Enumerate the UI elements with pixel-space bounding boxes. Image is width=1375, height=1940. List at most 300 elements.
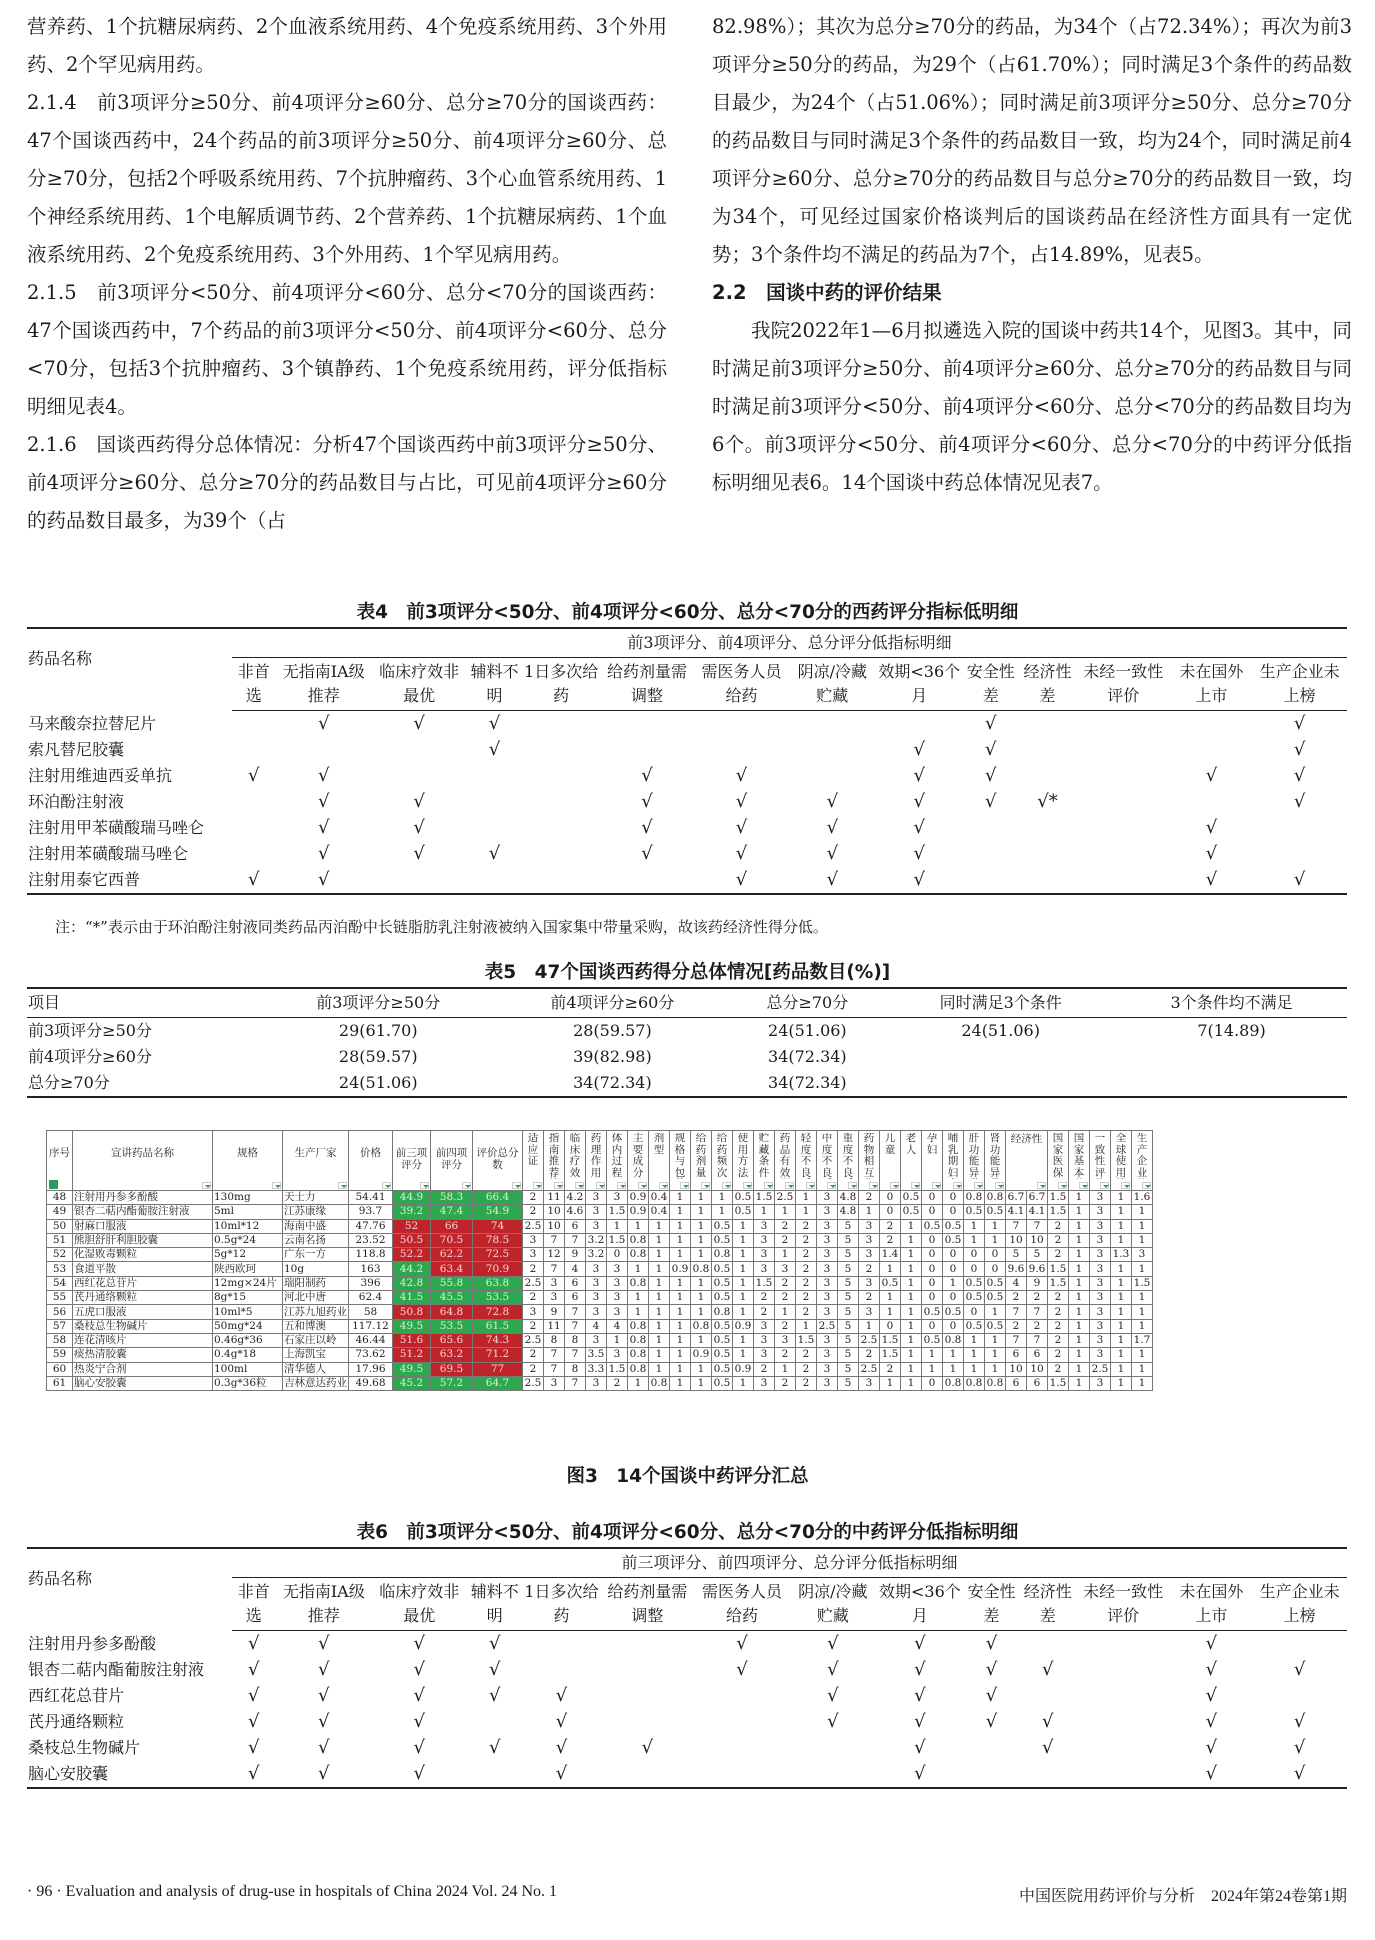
filter-dropdown-icon[interactable]	[680, 1182, 689, 1189]
filter-dropdown-icon[interactable]	[338, 1182, 347, 1189]
column-header[interactable]	[985, 1131, 1006, 1191]
section-text: 国谈西药得分总体情况：分析47个国谈西药中前3项评分≥50分、前4项评分≥60分、总分≥70分的药品数目与占比，可见前4项评分≥60分的药品数目最多，为39个（占	[27, 433, 667, 532]
criterion-score: 1	[901, 1376, 922, 1390]
column-header: 生产企业未上榜	[1252, 658, 1347, 711]
criterion-score: 5	[838, 1348, 859, 1362]
criterion-score: 10	[544, 1205, 565, 1219]
filter-dropdown-icon[interactable]	[890, 1182, 899, 1189]
header-label: 主要成分	[632, 1133, 644, 1179]
column-header[interactable]	[628, 1131, 649, 1191]
criterion-score: 0.5	[985, 1276, 1006, 1290]
figure3-row	[47, 1291, 1153, 1305]
criterion-score: 0	[922, 1205, 943, 1219]
criterion-score: 1	[796, 1205, 817, 1219]
criterion-score: 7	[544, 1362, 565, 1376]
filter-dropdown-icon[interactable]	[533, 1182, 542, 1189]
column-header: 项目	[27, 988, 261, 1018]
header-label: 国家基本	[1073, 1133, 1085, 1179]
criterion-score: 3	[1090, 1219, 1111, 1233]
criterion-score: 0	[922, 1319, 943, 1333]
header-label: 一致性评	[1094, 1133, 1106, 1179]
filter-dropdown-icon[interactable]	[272, 1182, 281, 1189]
header-label: 宣讲药品名称	[111, 1147, 174, 1159]
filter-dropdown-icon[interactable]	[827, 1182, 836, 1189]
check-mark: √	[318, 1633, 330, 1654]
header-label: 生产厂家	[294, 1147, 337, 1159]
column-header[interactable]	[544, 1131, 565, 1191]
manufacturer: 瑞阳制药	[283, 1276, 349, 1290]
criterion-score: 1	[775, 1362, 796, 1376]
criterion-score: 1	[1111, 1333, 1132, 1347]
score-s3: 52	[393, 1219, 431, 1233]
column-header[interactable]	[473, 1131, 523, 1191]
filter-dropdown-icon[interactable]	[1058, 1182, 1067, 1189]
criterion-score: 0.5	[712, 1219, 733, 1233]
filter-dropdown-icon[interactable]	[1121, 1182, 1130, 1189]
criterion-score: 0.8	[628, 1276, 649, 1290]
criterion-score: 1	[670, 1376, 691, 1390]
column-header[interactable]	[775, 1131, 796, 1191]
table5-caption: 表5 47个国谈西药得分总体情况[药品数目(%)]	[484, 962, 891, 983]
criterion-score: 1	[796, 1319, 817, 1333]
criterion-score: 3.2	[586, 1248, 607, 1262]
criterion-score: 3	[754, 1348, 775, 1362]
column-header[interactable]	[838, 1131, 859, 1191]
criterion-score: 5	[838, 1333, 859, 1347]
price: 46.44	[349, 1333, 393, 1347]
check-mark	[1171, 711, 1253, 738]
criterion-score: 10	[1027, 1362, 1048, 1376]
criterion-score: 1	[985, 1219, 1006, 1233]
table-row	[27, 1657, 1347, 1683]
criterion-score: 0.5	[712, 1276, 733, 1290]
check-mark: √	[913, 739, 925, 760]
manufacturer: 江苏康缘	[283, 1205, 349, 1219]
right-text-column	[712, 8, 1352, 502]
criterion-score: 1	[691, 1291, 712, 1305]
figure3-row	[47, 1276, 1153, 1290]
criterion-score: 3	[544, 1376, 565, 1390]
criterion-score: 1	[943, 1276, 964, 1290]
score-s3: 45.2	[393, 1376, 431, 1390]
column-header[interactable]	[1069, 1131, 1090, 1191]
criterion-score: 2	[859, 1262, 880, 1276]
table-cell	[885, 1070, 1116, 1097]
check-mark: √	[317, 713, 330, 734]
filter-dropdown-icon[interactable]	[1037, 1182, 1046, 1189]
criterion-score: 2	[796, 1248, 817, 1262]
score-total: 78.5	[473, 1233, 523, 1247]
section-number: 2.1.4	[27, 91, 77, 114]
filter-dropdown-icon[interactable]	[932, 1182, 941, 1189]
check-mark	[1252, 815, 1347, 841]
filter-dropdown-icon[interactable]	[743, 1182, 752, 1189]
criterion-score: 0.8	[628, 1248, 649, 1262]
criterion-score: 1	[901, 1248, 922, 1262]
check-mark	[1019, 867, 1076, 894]
criterion-score: 1	[1111, 1319, 1132, 1333]
score-total: 72.8	[473, 1305, 523, 1319]
criterion-score: 3.3	[586, 1362, 607, 1376]
criterion-score: 1.5	[1048, 1276, 1069, 1290]
column-header[interactable]	[670, 1131, 691, 1191]
filter-dropdown-icon[interactable]	[462, 1182, 471, 1189]
criterion-score: 11	[544, 1191, 565, 1205]
criterion-score: 0.5	[712, 1348, 733, 1362]
filter-dropdown-icon[interactable]	[806, 1182, 815, 1189]
criterion-score: 0	[922, 1191, 943, 1205]
criterion-score: 7	[1027, 1305, 1048, 1319]
filter-dropdown-icon[interactable]	[953, 1182, 962, 1189]
criterion-score: 3	[607, 1348, 628, 1362]
column-header[interactable]	[1111, 1131, 1132, 1191]
table6-group-header: 前三项评分、前四项评分、总分评分低指标明细	[232, 1548, 1347, 1578]
column-header[interactable]	[817, 1131, 838, 1191]
column-header[interactable]	[393, 1131, 431, 1191]
criterion-score: 1	[901, 1362, 922, 1376]
column-header[interactable]	[922, 1131, 943, 1191]
criterion-score: 0	[943, 1262, 964, 1276]
drug-spec: 8g*15	[213, 1291, 283, 1305]
score-s4: 53.5	[431, 1319, 473, 1333]
criterion-score: 1	[922, 1362, 943, 1376]
check-mark: √	[1205, 1711, 1218, 1732]
criterion-score: 1	[649, 1362, 670, 1376]
criterion-score: 0.5	[901, 1191, 922, 1205]
criterion-score: 1	[733, 1262, 754, 1276]
criterion-score: 1	[691, 1333, 712, 1347]
price: 23.52	[349, 1233, 393, 1247]
figure3-row	[47, 1219, 1153, 1233]
check-mark: √	[914, 1737, 926, 1758]
check-mark	[523, 737, 600, 763]
criterion-score: 9	[1027, 1276, 1048, 1290]
check-mark	[523, 1657, 600, 1683]
check-mark	[523, 763, 600, 789]
drug-spec: 5g*12	[213, 1248, 283, 1262]
column-header: 1日多次给药	[523, 658, 600, 711]
page-footer	[27, 1883, 1347, 1906]
check-mark: √	[1293, 739, 1306, 760]
criterion-score: 3	[586, 1191, 607, 1205]
filter-dropdown-icon[interactable]	[659, 1182, 668, 1189]
criterion-score: 0.8	[628, 1319, 649, 1333]
check-mark: √	[914, 1659, 926, 1680]
criterion-score: 4	[586, 1319, 607, 1333]
column-header[interactable]	[754, 1131, 775, 1191]
column-header[interactable]	[73, 1131, 213, 1191]
filter-dropdown-icon[interactable]	[974, 1182, 983, 1189]
criterion-score: 1	[670, 1191, 691, 1205]
header-label: 贮藏条件	[758, 1133, 770, 1179]
criterion-score: 2	[1048, 1248, 1069, 1262]
check-mark	[694, 711, 789, 738]
header-label: 指南推荐	[548, 1133, 560, 1179]
section-text: 前3项评分<50分、前4项评分<60分、总分<70分的国谈西药：47个国谈西药中，7个药品的前3项评分<50分、前4项评分<60分、总分<70分，包括3个抗肿瘤药、3个镇静药、1个免疫系统用药，评分低指标明细见表4。	[27, 281, 667, 418]
check-mark: √	[413, 843, 425, 864]
column-header[interactable]	[349, 1131, 393, 1191]
header-label: 体内过程	[611, 1133, 623, 1179]
check-mark: √	[641, 843, 653, 864]
criterion-score: 1	[649, 1319, 670, 1333]
criterion-score: 1	[1132, 1348, 1153, 1362]
criterion-score: 2	[1027, 1291, 1048, 1305]
filter-dropdown-icon[interactable]	[617, 1182, 626, 1189]
criterion-score: 6	[565, 1276, 586, 1290]
criterion-score: 0.9	[628, 1205, 649, 1219]
check-mark	[372, 737, 467, 763]
criterion-score: 2	[754, 1291, 775, 1305]
header-label: 给药剂量	[695, 1133, 707, 1179]
criterion-score: 3	[1090, 1191, 1111, 1205]
criterion-score: 8	[544, 1333, 565, 1347]
check-mark: √	[827, 1685, 839, 1706]
column-header[interactable]	[901, 1131, 922, 1191]
check-mark	[466, 789, 522, 815]
check-mark: √	[248, 1763, 260, 1784]
column-header[interactable]	[213, 1131, 283, 1191]
criterion-score: 2.5	[859, 1362, 880, 1376]
check-mark: √	[489, 1685, 501, 1706]
column-header[interactable]	[523, 1131, 544, 1191]
score-s4: 65.6	[431, 1333, 473, 1347]
column-header[interactable]	[1090, 1131, 1111, 1191]
column-header[interactable]	[431, 1131, 473, 1191]
criterion-score: 1	[670, 1248, 691, 1262]
section-number: 2.1.6	[27, 433, 77, 456]
check-mark: √	[1293, 869, 1306, 890]
score-s3: 52.2	[393, 1248, 431, 1262]
criterion-score: 2	[607, 1376, 628, 1390]
figure3-row	[47, 1205, 1153, 1219]
check-mark: √	[913, 791, 925, 812]
criterion-score: 3	[859, 1248, 880, 1262]
price: 93.7	[349, 1205, 393, 1219]
check-mark: √	[913, 817, 925, 838]
criterion-score: 3	[607, 1291, 628, 1305]
drug-name: 马来酸奈拉替尼片	[28, 713, 157, 733]
criterion-score: 1	[901, 1291, 922, 1305]
check-mark	[232, 711, 276, 738]
figure3-spreadsheet	[46, 1130, 1153, 1391]
criterion-score: 7	[1006, 1305, 1027, 1319]
drug-name: 注射用维迪西妥单抗	[28, 766, 173, 785]
criterion-score: 7	[544, 1348, 565, 1362]
check-mark	[372, 867, 467, 894]
check-mark: √	[1293, 1737, 1306, 1758]
check-mark	[1076, 711, 1171, 738]
header-label: 临床疗效	[569, 1133, 581, 1179]
check-mark: √	[248, 1685, 260, 1706]
score-s3: 44.9	[393, 1191, 431, 1205]
check-mark	[1076, 867, 1171, 894]
check-mark	[789, 1735, 876, 1761]
criterion-score: 0.9	[733, 1319, 754, 1333]
criterion-score: 2	[796, 1219, 817, 1233]
score-total: 53.5	[473, 1291, 523, 1305]
criterion-score: 3	[586, 1205, 607, 1219]
manufacturer: 石家庄以岭	[283, 1333, 349, 1347]
drug-spec: 0.5g*24	[213, 1233, 283, 1247]
filter-dropdown-icon[interactable]	[785, 1182, 794, 1189]
criterion-score: 1	[1069, 1348, 1090, 1362]
criterion-score: 0.5	[712, 1291, 733, 1305]
criterion-score: 3	[1090, 1262, 1111, 1276]
column-header[interactable]	[943, 1131, 964, 1191]
column-header[interactable]	[796, 1131, 817, 1191]
check-mark	[1019, 711, 1076, 738]
check-mark: √	[826, 843, 839, 864]
drug-name: 芪丹通络颗粒	[28, 1712, 125, 1731]
criterion-score: 1.5	[607, 1233, 628, 1247]
check-mark: √	[555, 1685, 568, 1706]
filter-dropdown-icon[interactable]	[512, 1182, 521, 1189]
criterion-score: 0	[964, 1262, 985, 1276]
check-mark: √	[913, 843, 925, 864]
criterion-score: 2	[775, 1276, 796, 1290]
drug-name: 注射用丹参多酚酸	[73, 1191, 213, 1205]
criterion-score: 0.5	[922, 1333, 943, 1347]
filter-dropdown-icon[interactable]	[202, 1182, 211, 1189]
check-mark: √	[1042, 1737, 1054, 1758]
filter-dropdown-icon[interactable]	[596, 1182, 605, 1189]
filter-dropdown-icon[interactable]	[575, 1182, 584, 1189]
filter-dropdown-icon[interactable]	[1100, 1182, 1109, 1189]
criterion-score: 1	[964, 1219, 985, 1233]
column-header[interactable]	[712, 1131, 733, 1191]
score-s3: 50.5	[393, 1233, 431, 1247]
criterion-score: 2	[775, 1219, 796, 1233]
manufacturer: 云南名扬	[283, 1233, 349, 1247]
check-mark	[1076, 737, 1171, 763]
check-mark: √	[914, 1763, 926, 1784]
criterion-score: 3	[817, 1333, 838, 1347]
column-header[interactable]	[586, 1131, 607, 1191]
criterion-score: 0	[964, 1305, 985, 1319]
filter-dropdown-icon[interactable]	[848, 1182, 857, 1189]
column-header: 临床疗效非最优	[372, 658, 467, 711]
column-header[interactable]	[733, 1131, 754, 1191]
filter-dropdown-icon[interactable]	[638, 1182, 647, 1189]
check-mark	[695, 1709, 790, 1735]
table-row	[27, 841, 1347, 867]
column-header[interactable]	[565, 1131, 586, 1191]
criterion-score: 1.5	[607, 1362, 628, 1376]
score-s3: 49.5	[393, 1362, 431, 1376]
criterion-score: 3	[859, 1233, 880, 1247]
criterion-score: 2	[880, 1219, 901, 1233]
criterion-score: 3.5	[586, 1348, 607, 1362]
criterion-score: 1	[649, 1291, 670, 1305]
filter-active-icon[interactable]	[49, 1180, 58, 1189]
criterion-score: 4.6	[565, 1205, 586, 1219]
filter-dropdown-icon[interactable]	[869, 1182, 878, 1189]
table-row	[27, 1044, 1347, 1070]
criterion-score: 2	[880, 1362, 901, 1376]
column-header[interactable]	[964, 1131, 985, 1191]
column-header: 同时满足3个条件	[885, 988, 1116, 1018]
criterion-score: 3	[1090, 1248, 1111, 1262]
filter-dropdown-icon[interactable]	[995, 1182, 1004, 1189]
table-cell	[885, 1044, 1116, 1070]
filter-dropdown-icon[interactable]	[911, 1182, 920, 1189]
column-header[interactable]	[859, 1131, 880, 1191]
drug-spec: 陕西欧珂	[213, 1262, 283, 1276]
criterion-score: 1.5	[1048, 1262, 1069, 1276]
criterion-score: 1	[1069, 1276, 1090, 1290]
score-s4: 64.8	[431, 1305, 473, 1319]
criterion-score: 1	[901, 1305, 922, 1319]
price: 49.68	[349, 1376, 393, 1390]
column-header[interactable]	[47, 1131, 73, 1191]
check-mark	[1171, 789, 1253, 815]
criterion-score: 1	[1111, 1362, 1132, 1376]
filter-dropdown-icon[interactable]	[1079, 1182, 1088, 1189]
criterion-score: 1	[1132, 1205, 1153, 1219]
criterion-score: 3	[754, 1376, 775, 1390]
criterion-score: 0.8	[943, 1376, 964, 1390]
check-mark: √	[1205, 765, 1218, 786]
check-mark: √	[413, 1737, 426, 1758]
filter-dropdown-icon[interactable]	[764, 1182, 773, 1189]
check-mark	[1076, 1761, 1171, 1788]
check-mark: √	[985, 1685, 998, 1706]
column-header[interactable]	[607, 1131, 628, 1191]
header-label: 老人	[905, 1133, 917, 1156]
criterion-score: 0.8	[964, 1376, 985, 1390]
check-mark: √	[641, 765, 653, 786]
table-row	[27, 711, 1347, 738]
table-row	[27, 737, 1347, 763]
filter-dropdown-icon[interactable]	[382, 1182, 391, 1189]
table-row	[27, 1018, 1347, 1045]
filter-dropdown-icon[interactable]	[722, 1182, 731, 1189]
table6-name-header: 药品名称	[28, 1569, 93, 1588]
filter-dropdown-icon[interactable]	[701, 1182, 710, 1189]
figure3-row	[47, 1233, 1153, 1247]
filter-dropdown-icon[interactable]	[420, 1182, 429, 1189]
column-header[interactable]	[691, 1131, 712, 1191]
criterion-score: 4.1	[1006, 1205, 1027, 1219]
criterion-score: 2	[1048, 1333, 1069, 1347]
check-mark: √	[413, 1711, 426, 1732]
table4-note: 注：“*”表示由于环泊酚注射液同类药品丙泊酚中长链脂肪乳注射液被纳入国家集中带量采购，故该药经济性得分低。	[55, 918, 828, 936]
column-header: 辅料不明	[466, 658, 522, 711]
column-header[interactable]	[649, 1131, 670, 1191]
check-mark	[600, 1631, 695, 1658]
row-number: 49	[47, 1205, 73, 1219]
criterion-score: 1	[796, 1191, 817, 1205]
filter-dropdown-icon[interactable]	[554, 1182, 563, 1189]
column-header[interactable]	[880, 1131, 901, 1191]
header-label: 哺乳期妇	[947, 1133, 959, 1179]
column-header[interactable]	[283, 1131, 349, 1191]
column-header: 给药剂量需调整	[600, 658, 695, 711]
column-header[interactable]	[1006, 1131, 1048, 1191]
table4	[27, 627, 1347, 895]
criterion-score: 1	[985, 1362, 1006, 1376]
criterion-score: 1	[985, 1333, 1006, 1347]
filter-dropdown-icon[interactable]	[1142, 1182, 1151, 1189]
column-header[interactable]	[1048, 1131, 1069, 1191]
column-header[interactable]	[1132, 1131, 1153, 1191]
column-header: 无指南ⅠA级推荐	[276, 1578, 372, 1631]
criterion-score: 5	[838, 1262, 859, 1276]
manufacturer: 上海凯宝	[283, 1348, 349, 1362]
header-label: 肾功能异	[989, 1133, 1001, 1179]
criterion-score: 1	[670, 1333, 691, 1347]
criterion-score: 1.5	[1048, 1191, 1069, 1205]
